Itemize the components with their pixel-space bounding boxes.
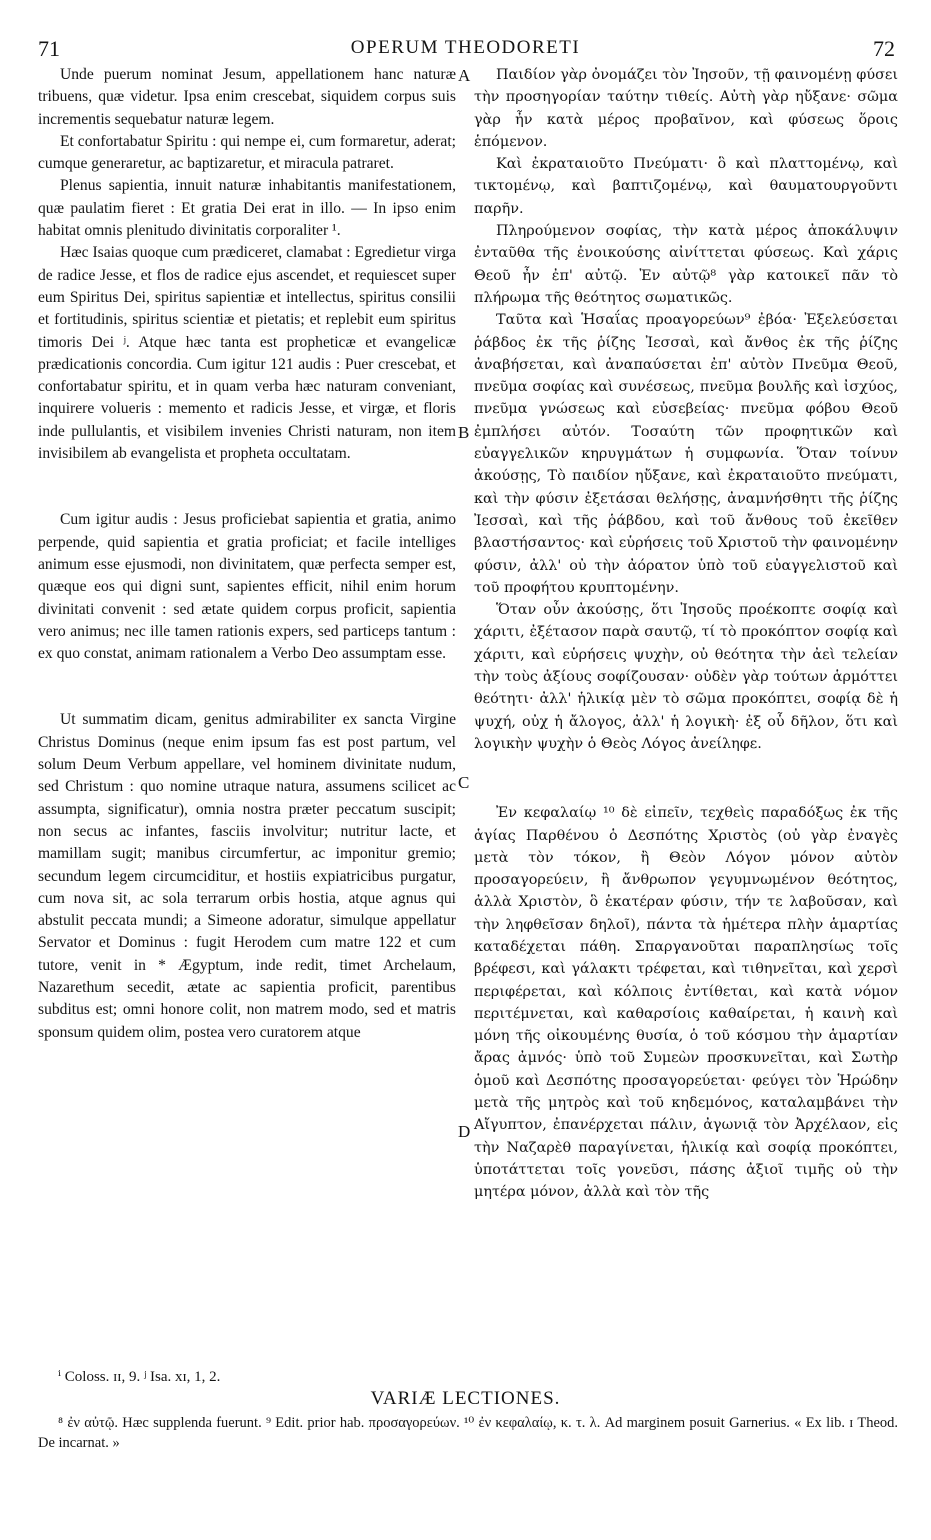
greek-paragraph: Παιδίον γὰρ ὀνομάζει τὸν Ἰησοῦν, τῇ φαινομένῃ φύσει τὴν προσηγορίαν ταύτην τιθείς. Αὐτὴ γὰρ ηὔξανε· σῶμα γὰρ ἦν κατὰ μέρος προβαῖνον, καὶ φύσεως ὅροις ἑπόμενον. [474,67,898,150]
latin-paragraph: Ut summatim dicam, genitus admirabiliter ex sancta Virgine Christus Dominus (neque enim ipsum fas est post partum, vel solum Deum Verbum appellare, vel hominem divinitate nudum, sed Christum : quo nomine utraque natura, assumens scilicet ac assumpta, significatur), omnia nostra præter peccatum suscipit; non secus ac infantes, fasciis involvitur; nutritur lacte, et mamillam sugit; manibus circumfertur, ac imponitur gremio; secundum legem circumciditur, et hostiis expiatricibus purgatur, cum nova sit, ac sola terrarum orbis hostia, atque agnus qui abstulit peccata mundi; a Simeone adoratur, simulque appellatur Servator et Dominus : fugit Herodem cum matre 122 et cum tutore, venit in * Ægyptum, inde redit, timet Archelaum, Nazarethum secedit, ætate ac sapientia proficit, parentibus subditus est; omni honore colit, non matrem modo, sed et matris sponsum quidem olim, postea vero curatorem atque [38,711,456,1041]
variae-lectiones-title: VARIÆ LECTIONES. [370,1388,561,1409]
margin-marker-c: C [458,773,470,792]
greek-paragraph: Ἐν κεφαλαίῳ ¹⁰ δὲ εἰπεῖν, τεχθεὶς παραδόξως ἐκ τῆς ἁγίας Παρθένου ὁ Δεσπότης Χριστὸς (οὐ γὰρ ἐναγὲς μετὰ τὸν τόκον, ἢ Θεὸν Λόγον μόνον αὐτὸν προσαγορεύειν, ἢ ἄνθρωπον γεγυμνωμένον θεότητος, ἀλλὰ Χριστὸν, ὃ ἑκατέραν φύσιν, τήν τε λαβοῦσαν, καὶ τὴν ληφθεῖσαν δηλοῖ), πάντα τὰ ἡμέτερα πλὴν ἁμαρτίας καταδέχεται πάθη. Σπαργανοῦται παραπλησίως τοῖς βρέφεσι, καὶ γάλακτι τρέφεται, καὶ τιθηνεῖται, καὶ χερσὶ περιφέρεται, καὶ κόλποις ἐντίθεται, καὶ κατὰ νόμον περιτέμνεται, καὶ καθαρσίοις καθαίρεται, ἡ καινὴ καὶ μόνη τῆς οἰκουμένης θυσία, ὁ τοῦ κόσμου τὴν ἁμαρτίαν ἄρας ἀμνός· ὑπὸ τοῦ Συμεὼν προσκυνεῖται, καὶ Σωτὴρ ὁμοῦ καὶ Δεσπότης προσαγορεύεται· φεύγει τὸν Ἡρώδην μετὰ τῆς μητρὸς καὶ τοῦ κηδεμόνος, καταλαμβάνει τὴν Αἴγυπτον, ἐπανέρχεται πάλιν, ἀγωνιᾷ τὸν Ἀρχέλαον, εἰς τὴν Ναζαρὲθ παραγίνεται, ἡλικίᾳ καὶ σοφίᾳ προκόπτει, ὑποτάττεται τοῖς γονεῦσι, πάσης ἀξιοῖ τιμῆς οὐ τὴν μητέρα μόνον, ἀλλὰ καὶ τὸν τῆς [474,805,898,1201]
variae-lectiones-text: ⁸ ἐν αὐτῷ. Hæc supplenda fuerunt. ⁹ Edit. prior hab. προσαγορεύων. ¹⁰ ἐν κεφαλαίῳ, κ. τ. λ. Ad marginem posuit Garnerius. « Ex lib. ɪ Theod. De incarnat. » [38,1415,898,1451]
latin-footnotes: ⁱ Coloss. ɪɪ, 9. ʲ Isa. xɪ, 1, 2. [58,1369,221,1385]
latin-paragraph: Cum igitur audis : Jesus proficiebat sapientia et gratia, animo perpende, quid sapientia et gratia proficiat; et facile intelliges animum esse ejusmodi, non divinitatem, quæ perfecta semper est, quæque eos qui digni sunt, sapientes efficit, nihil enim horum divinitati convenit : sed ætate quidem corpus proficit, sapientia vero animus; nec ille tamen rationis expers, sed particeps tantum : ex quo constat, animam rationalem a Verbo Deo assumptam esse. [38,511,456,663]
margin-marker-d: D [458,1122,471,1141]
greek-paragraph: Καὶ ἐκραταιοῦτο Πνεύματι· ὃ καὶ πλαττομένῳ, καὶ τικτομένῳ, καὶ βαπτιζομένῳ, καὶ θαυματουργοῦντι παρῆν. [474,156,898,217]
running-title: OPERUM THEODORETI [350,37,581,58]
page-header [0,36,931,64]
margin-marker-a: A [458,66,471,85]
latin-paragraph: Et confortabatur Spiritu : qui nempe ei, cum formaretur, aderat; cumque generaretur, ac baptizaretur, et miracula patraret. [38,132,456,173]
latin-paragraph: Plenus sapientia, innuit naturæ inhabitantis manifestationem, quæ paulatim fieret : Et gratia Dei erat in illo. — In ipso enim habitat omnis plenitudo divinitatis corporaliter ¹. [38,177,456,240]
greek-column [474,64,898,1204]
latin-column [38,64,456,1044]
greek-paragraph: Ὅταν οὖν ἀκούσῃς, ὅτι Ἰησοῦς προέκοπτε σοφίᾳ καὶ χάριτι, ἐξέτασον παρὰ σαυτῷ, τί τὸ προκόπτον σοφίᾳ καὶ χάριτι, καὶ εὑρήσεις ψυχὴν, οὐ θεότητα τὴν ἀεὶ τελείαν τὴν τοὺς ἀξίους σοφίζουσαν· οὐδὲν γὰρ τούτων ἁρμόττει θεότητι· ἀλλ' ἡλικίᾳ μὲν τὸ σῶμα προκόπτει, σοφίᾳ δὲ ἡ ψυχή, οὐχ ἡ ἄλογος, ἀλλ' ἡ λογικὴ· ἐξ οὗ δῆλον, ὅτι καὶ λογικὴν ψυχὴν ὁ Θεὸς Λόγος ἀνείληφε. [474,602,898,752]
page-number-left: 71 [38,36,60,61]
greek-paragraph: Ταῦτα καὶ Ἡσαΐας προαγορεύων⁹ ἐβόα· Ἐξελεύσεται ῥάβδος ἐκ τῆς ῥίζης Ἰεσσαὶ, καὶ ἄνθος ἐκ τῆς ῥίζης ἀναβήσεται, καὶ ἀναπαύσεται ἐπ' αὐτὸν Πνεῦμα Θεοῦ, πνεῦμα σοφίας καὶ συνέσεως, πνεῦμα βουλῆς καὶ ἰσχύος, πνεῦμα γνώσεως καὶ εὐσεβείας· πνεῦμα φόβου Θεοῦ ἐμπλήσει αὐτόν. Τοσαύτη τῶν προφητικῶν καὶ εὐαγγελικῶν κηρυγμάτων ἡ συμφωνία. Ὅταν τοίνυν ἀκούσῃς, Τὸ παιδίον ηὔξανε, καὶ ἐκραταιοῦτο πνεύματι, καὶ τὴν φύσιν ἐξετάσαι θελήσῃς, ἀναμνήσθητι τῆς ῥίζης Ἰεσσαὶ, καὶ τῆς ῥάβδου, καὶ τοῦ ἄνθους τοῦ ἐκεῖθεν βλαστήσαντος· καὶ εὑρήσεις τοῦ Χριστοῦ τὴν φαινομένην φύσιν, ἀλλ' οὐ τὴν ἀόρατον ὑπὸ τοῦ εὐαγγελιστοῦ καὶ τοῦ προφήτου κρυπτομένην. [474,312,898,596]
latin-paragraph: Unde puerum nominat Jesum, appellationem hanc naturæ tribuens, quæ videtur. Ipsa enim crescebat, siquidem corpus suis incrementis sequebatur naturæ legem. [38,66,456,128]
margin-marker-b: B [458,423,470,442]
latin-paragraph: Hæc Isaias quoque cum prædiceret, clamabat : Egredietur virga de radice Jesse, et flos de radice ejus ascendet, et requiescet super eum Spiritus Dei, spiritus sapientiæ et intellectus, spiritus consilii et fortitudinis, spiritus scientiæ et pietatis; et replebit eum spiritus timoris Dei ʲ. Atque hæc tanta est propheticæ et evangelicæ prædicationis concordia. Cum igitur 121 audis : Puer crescebat, et confortabatur spiritu, et in quam verba hæc naturam conveniant, inquirere volueris : memento et radicis Jesse, et virgæ, et floris inde pullulantis, et visibilem invenies Christi naturam, non item invisibilem ab evangelista et propheta occultatam. [38,244,456,463]
page-number-right: 72 [873,36,895,61]
greek-paragraph: Πληρούμενον σοφίας, τὴν κατὰ μέρος ἀποκάλυψιν ἐνταῦθα τῆς ἐνοικούσης αἰνίττεται φύσεως. Καὶ χάρις Θεοῦ ἦν ἐπ' αὐτῷ. Ἐν αὐτῷ⁸ γὰρ κατοικεῖ πᾶν τὸ πλήρωμα τῆς θεότητος σωματικῶς. [474,223,898,306]
